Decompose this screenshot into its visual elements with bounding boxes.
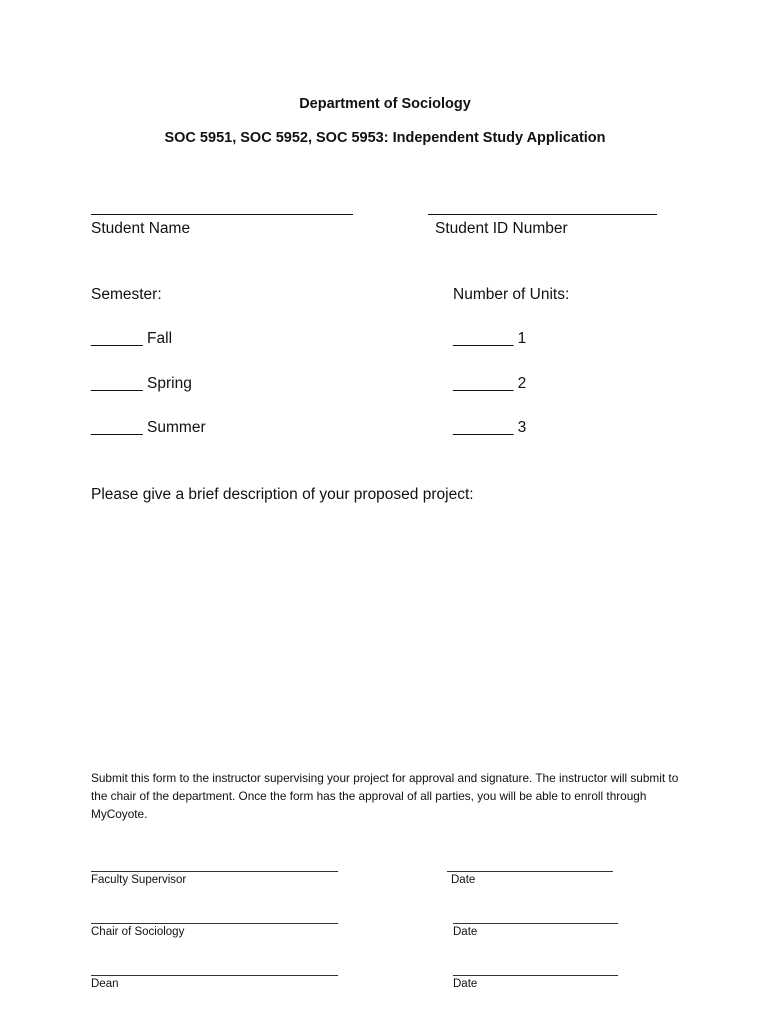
- units-label: Number of Units:: [453, 286, 570, 303]
- semester-blank[interactable]: ______: [91, 419, 143, 436]
- units-option-label: 2: [517, 375, 527, 392]
- instructions-paragraph: Submit this form to the instructor supervising your project for approval and signature. The instructor will submit to the chair of the department. Once the form has the approval of all parties, you will be able to enroll through MyCoyote.: [91, 771, 679, 821]
- faculty-date-label: Date: [451, 874, 476, 886]
- units-blank[interactable]: _______: [453, 419, 514, 436]
- semester-option-label: Fall: [147, 330, 173, 347]
- semester-option-label: Spring: [147, 375, 192, 392]
- student-id-label: Student ID Number: [435, 220, 568, 237]
- units-option-1[interactable]: [453, 330, 526, 348]
- dean-date-label: Date: [453, 978, 478, 990]
- units-option-label: 3: [517, 419, 527, 436]
- units-option-label: 1: [517, 330, 527, 347]
- semester-option-summer[interactable]: [91, 419, 206, 437]
- dean-signature-line[interactable]: [91, 975, 338, 976]
- chair-signature-line[interactable]: [91, 923, 338, 924]
- description-area[interactable]: [91, 515, 691, 745]
- units-blank[interactable]: _______: [453, 330, 514, 347]
- description-prompt: Please give a brief description of your proposed project:: [91, 486, 474, 503]
- faculty-supervisor-label: Faculty Supervisor: [91, 874, 187, 886]
- department-title: Department of Sociology: [299, 96, 471, 112]
- units-option-2[interactable]: [453, 375, 526, 393]
- faculty-signature-line[interactable]: [91, 871, 338, 872]
- student-name-line[interactable]: [91, 214, 353, 215]
- chair-label: Chair of Sociology: [91, 926, 185, 938]
- faculty-date-line[interactable]: [447, 871, 613, 872]
- dean-label: Dean: [91, 978, 119, 990]
- student-id-line[interactable]: [428, 214, 657, 215]
- semester-option-label: Summer: [147, 419, 206, 436]
- dean-date-line[interactable]: [453, 975, 618, 976]
- semester-option-fall[interactable]: [91, 330, 172, 348]
- units-blank[interactable]: _______: [453, 375, 514, 392]
- semester-blank[interactable]: ______: [91, 375, 143, 392]
- semester-label: Semester:: [91, 286, 162, 303]
- units-option-3[interactable]: [453, 419, 526, 437]
- semester-option-spring[interactable]: [91, 375, 192, 393]
- chair-date-line[interactable]: [453, 923, 618, 924]
- student-name-label: Student Name: [91, 220, 191, 237]
- semester-blank[interactable]: ______: [91, 330, 143, 347]
- chair-date-label: Date: [453, 926, 478, 938]
- form-title: SOC 5951, SOC 5952, SOC 5953: Independent Study Application: [164, 130, 606, 146]
